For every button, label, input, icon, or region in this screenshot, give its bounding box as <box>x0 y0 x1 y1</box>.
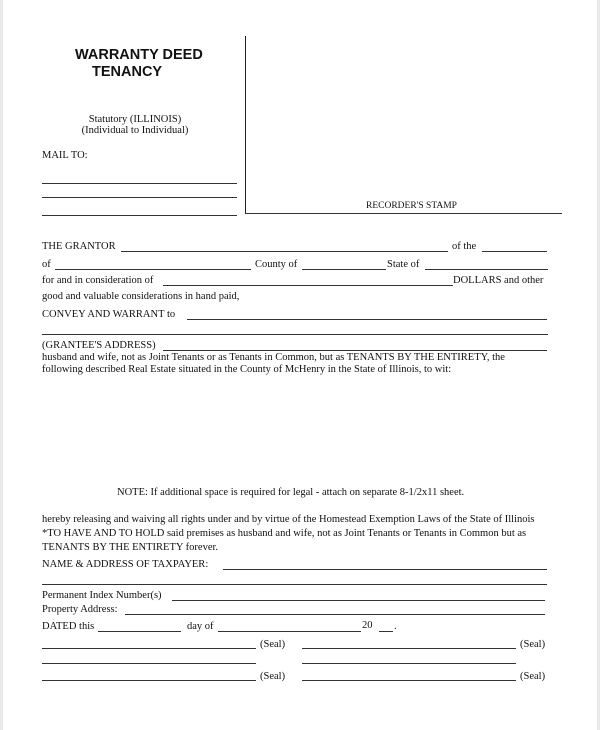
mail-to-line-2[interactable] <box>42 197 237 198</box>
dollars-label: DOLLARS and other <box>453 275 544 286</box>
county-field[interactable] <box>302 269 386 270</box>
grantee-address-label: (GRANTEE'S ADDRESS) <box>42 340 156 351</box>
grantor-field[interactable] <box>121 251 448 252</box>
seal-label-2: (Seal) <box>520 639 546 650</box>
signature-line-2[interactable] <box>302 648 516 649</box>
signature-line-3[interactable] <box>42 680 256 681</box>
pin-field[interactable] <box>172 600 545 601</box>
real-estate-text: following described Real Estate situated in the County of McHenry in the State of Illinois, to wit: <box>42 364 452 375</box>
property-address-label: Property Address: <box>42 604 118 615</box>
county-label: County of <box>255 259 298 270</box>
statutory-label: Statutory (ILLINOIS) <box>88 114 182 125</box>
dated-period: . <box>394 621 397 632</box>
document-title: WARRANTY DEED <box>75 47 203 63</box>
mail-to-line-1[interactable] <box>42 183 237 184</box>
mail-to-line-3[interactable] <box>42 215 237 216</box>
mail-to-label: MAIL TO: <box>42 150 88 161</box>
legal-note: NOTE: If additional space is required for legal - attach on separate 8-1/2x11 sheet. <box>117 487 465 498</box>
tenants-forever-text: TENANTS BY THE ENTIRETY forever. <box>42 542 219 553</box>
document-title-line2: TENANCY <box>92 64 163 80</box>
grantor-label: THE GRANTOR <box>42 241 116 252</box>
stamp-box-border <box>245 36 246 214</box>
of-the-field[interactable] <box>482 251 547 252</box>
grantee-field-2[interactable] <box>42 334 548 335</box>
signature-line-1[interactable] <box>42 648 256 649</box>
taxpayer-field[interactable] <box>223 569 547 570</box>
good-valuable-text: good and valuable considerations in hand paid, <box>42 291 240 302</box>
consideration-label: for and in consideration of <box>42 275 154 286</box>
state-field[interactable] <box>425 269 548 270</box>
pin-label: Permanent Index Number(s) <box>42 590 162 601</box>
seal-label-4: (Seal) <box>520 671 546 682</box>
stamp-box-bottom <box>245 213 562 214</box>
grantee-field[interactable] <box>187 319 547 320</box>
state-label: State of <box>387 259 420 270</box>
taxpayer-label: NAME & ADDRESS OF TAXPAYER: <box>42 559 209 570</box>
of-label: of <box>42 259 51 270</box>
dated-label: DATED this <box>42 621 95 632</box>
of-the-label: of the <box>452 241 477 252</box>
seal-label-1: (Seal) <box>260 639 286 650</box>
day-of-label: day of <box>187 621 214 632</box>
recorders-stamp-label: RECORDER'S STAMP <box>366 201 457 211</box>
year-prefix: 20 <box>362 620 373 631</box>
property-address-field[interactable] <box>125 614 545 615</box>
signature-name-line-2[interactable] <box>302 663 516 664</box>
subtitle: (Individual to Individual) <box>81 125 189 136</box>
convey-label: CONVEY AND WARRANT to <box>42 309 176 320</box>
of-field[interactable] <box>55 269 251 270</box>
signature-name-line-1[interactable] <box>42 663 256 664</box>
husband-wife-text: husband and wife, not as Joint Tenants or as Tenants in Common, but as TENANTS BY THE ENTIRETY, the <box>42 352 505 363</box>
dated-month-field[interactable] <box>218 631 361 632</box>
to-have-text: *TO HAVE AND TO HOLD said premises as husband and wife, not as Joint Tenants or Tenants in Common but as <box>42 528 527 539</box>
signature-line-4[interactable] <box>302 680 516 681</box>
seal-label-3: (Seal) <box>260 671 286 682</box>
taxpayer-field-2[interactable] <box>42 584 547 585</box>
year-field[interactable] <box>379 631 393 632</box>
warranty-deed-document <box>3 0 597 730</box>
homestead-text: hereby releasing and waiving all rights under and by virtue of the Homestead Exemption Laws of the State of Illinois <box>42 514 535 525</box>
grantee-address-field[interactable] <box>163 350 547 351</box>
dated-day-field[interactable] <box>98 631 181 632</box>
consideration-field[interactable] <box>163 285 453 286</box>
